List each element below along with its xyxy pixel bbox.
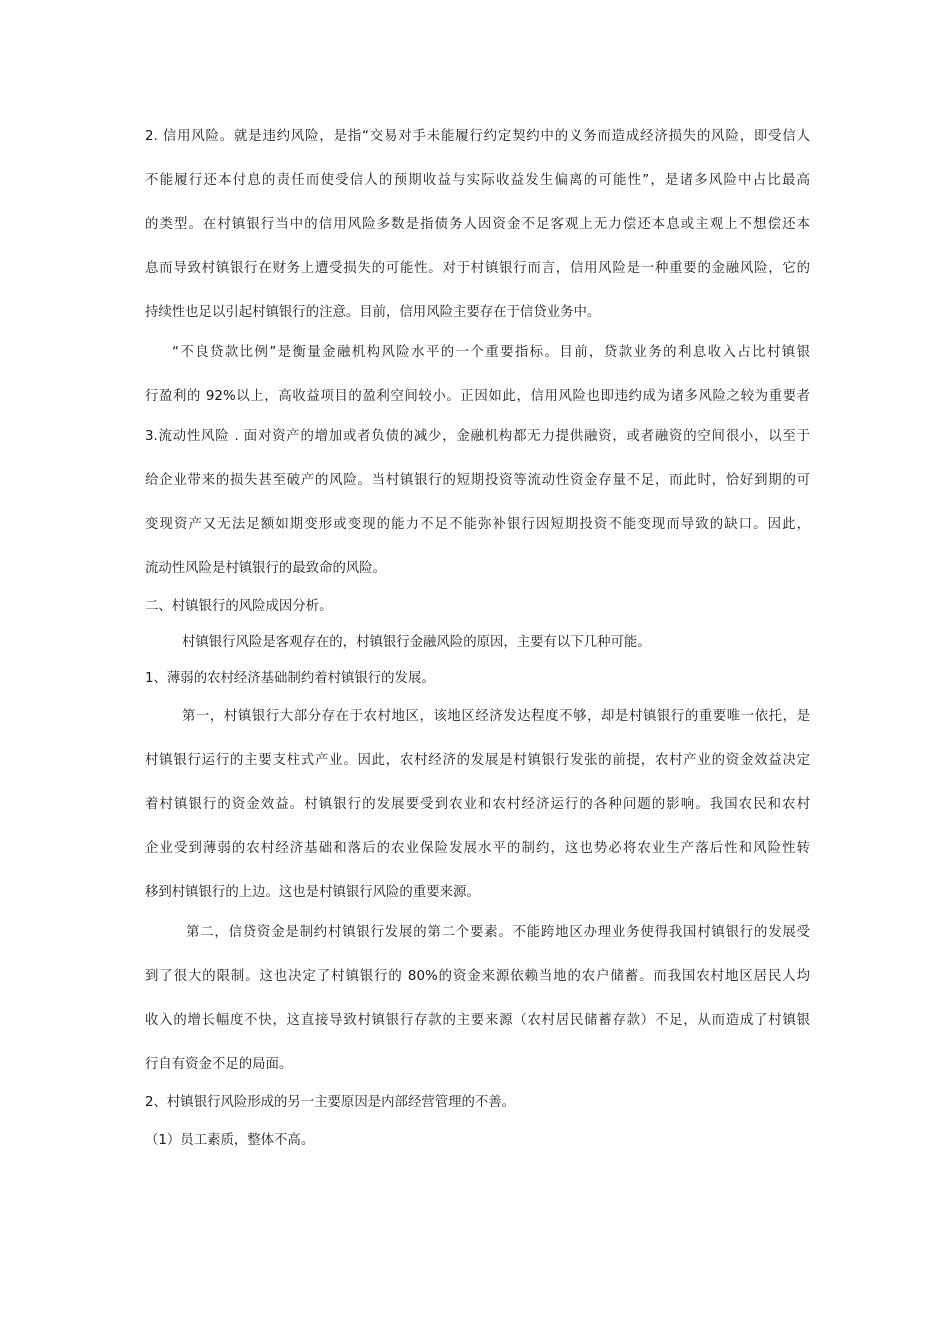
paragraph-line: 村镇银行风险是客观存在的，村镇银行金融风险的原因，主要有以下几种可能。	[182, 635, 651, 650]
paragraph-line: “不良贷款比例”是衡量金融机构风险水平的一个重要指标。目前，贷款业务的利息收入占比村镇银	[172, 345, 810, 360]
paragraph-line: 企业受到薄弱的农村经济基础和落后的农业保险发展水平的制约，这也势必将农业生产落后性和风险性转	[145, 841, 810, 856]
paragraph-line: 不能履行还本付息的责任而使受信人的预期收益与实际收益发生偏离的可能性”，是诸多风险中占比最高	[145, 173, 810, 188]
list-item: （1）员工素质，整体不高。	[145, 1133, 315, 1148]
paragraph-line: 3.流动性风险 . 面对资产的增加或者负债的减少，金融机构都无力提供融资，或者融资的空间很小，以至于	[145, 429, 810, 444]
subsection-heading: 1、薄弱的农村经济基础制约着村镇银行的发展。	[145, 671, 435, 686]
paragraph-line: 2. 信用风险。就是违约风险，是指“交易对手未能履行约定契约中的义务而造成经济损失的风险，即受信人	[145, 129, 810, 144]
paragraph-line: 到了很大的限制。这也决定了村镇银行的 80%的资金来源依赖当地的农户储蓄。而我国农村地区居民人均	[145, 969, 810, 984]
paragraph-line: 变现资产又无法足额如期变形或变现的能力不足不能弥补银行因短期投资不能变现而导致的缺口。因此，	[145, 517, 810, 532]
paragraph-line: 村镇银行运行的主要支柱式产业。因此，农村经济的发展是村镇银行发张的前提，农村产业的资金效益决定	[145, 753, 810, 768]
subsection-heading: 2、村镇银行风险形成的另一主要原因是内部经营管理的不善。	[145, 1095, 516, 1110]
paragraph-line: 着村镇银行的资金效益。村镇银行的发展要受到农业和农村经济运行的各种问题的影响。我国农民和农村	[145, 797, 810, 812]
section-heading: 二、村镇银行的风险成因分析。	[145, 599, 333, 614]
paragraph-line: 息而导致村镇银行在财务上遭受损失的可能性。对于村镇银行而言，信用风险是一种重要的金融风险，它的	[145, 261, 810, 276]
paragraph-line: 的类型。在村镇银行当中的信用风险多数是指债务人因资金不足客观上无力偿还本息或主观上不想偿还本	[145, 217, 810, 232]
paragraph-line: 给企业带来的损失甚至破产的风险。当村镇银行的短期投资等流动性资金存量不足，而此时，恰好到期的可	[145, 473, 810, 488]
paragraph-line: 行自有资金不足的局面。	[145, 1057, 293, 1072]
paragraph-line: 行盈利的 92%以上，高收益项目的盈利空间较小。正因如此，信用风险也即违约成为诸多风险之较为重要者	[145, 389, 810, 404]
paragraph-line: 移到村镇银行的上边。这也是村镇银行风险的重要来源。	[145, 885, 480, 900]
paragraph-line: 收入的增长幅度不快，这直接导致村镇银行存款的主要来源（农村居民储蓄存款）不足，从而造成了村镇银	[145, 1013, 810, 1028]
paragraph-line: 流动性风险是村镇银行的最致命的风险。	[145, 561, 387, 576]
paragraph-line: 持续性也足以引起村镇银行的注意。目前，信用风险主要存在于信贷业务中。	[145, 305, 601, 320]
paragraph-line: 第一，村镇银行大部分存在于农村地区，该地区经济发达程度不够，却是村镇银行的重要唯一依托，是	[182, 709, 810, 724]
paragraph-line: 第二，信贷资金是制约村镇银行发展的第二个要素。不能跨地区办理业务使得我国村镇银行的发展受	[186, 925, 810, 940]
